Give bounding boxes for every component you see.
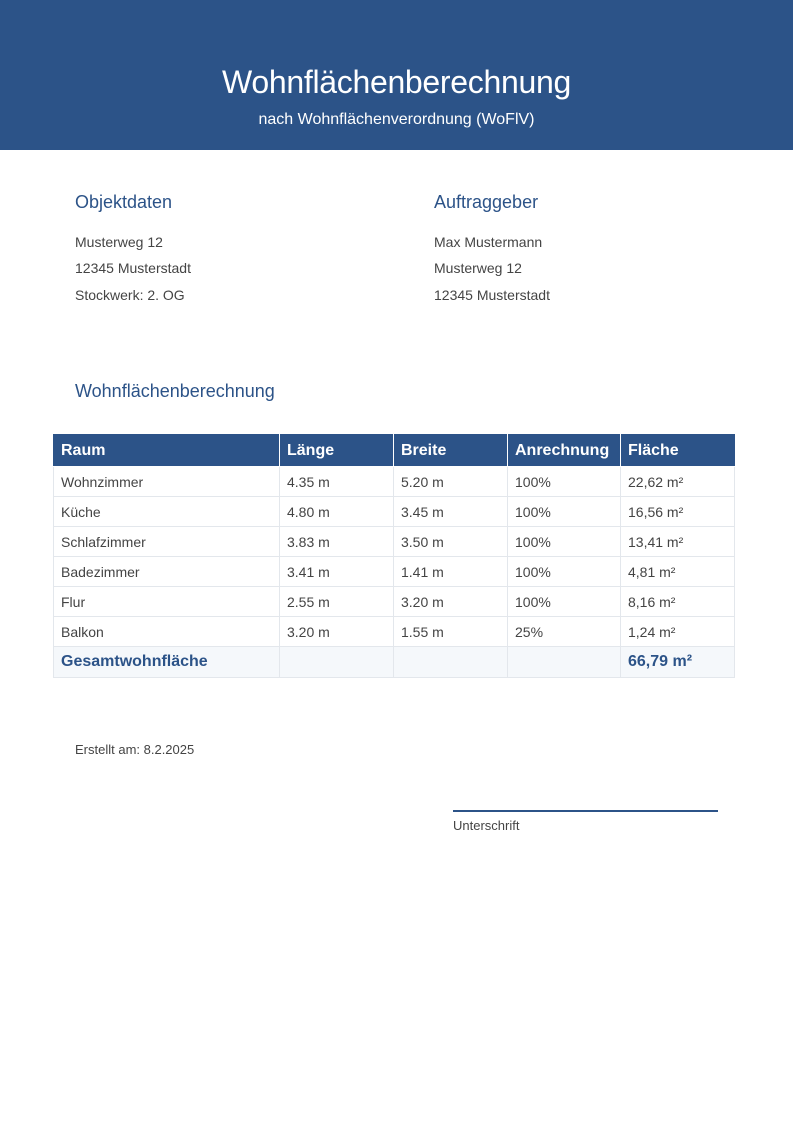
area-table xyxy=(53,434,735,678)
object-heading: Objektdaten xyxy=(75,192,173,212)
column-header-room: Raum xyxy=(54,435,280,467)
cell-room: Wohnzimmer xyxy=(54,467,280,497)
column-header-length: Länge xyxy=(280,435,394,467)
cell-credit: 100% xyxy=(508,467,621,497)
calculation-heading: Wohnflächenberechnung xyxy=(75,381,275,401)
cell-width: 1.55 m xyxy=(394,617,508,647)
table-row xyxy=(54,587,735,617)
signature-label: Unterschrift xyxy=(453,818,520,833)
cell-width: 1.41 m xyxy=(394,557,508,587)
creation-date: Erstellt am: 8.2.2025 xyxy=(75,742,195,757)
cell-credit: 100% xyxy=(508,497,621,527)
cell-room: Balkon xyxy=(54,617,280,647)
total-row xyxy=(54,647,735,678)
table-row xyxy=(54,497,735,527)
cell-length: 3.20 m xyxy=(280,617,394,647)
table-row xyxy=(54,527,735,557)
cell-area: 13,41 m² xyxy=(621,527,735,557)
document-header xyxy=(0,0,793,150)
table-row xyxy=(54,467,735,497)
column-header-area: Fläche xyxy=(621,435,735,467)
cell-credit: 25% xyxy=(508,617,621,647)
client-street: Musterweg 12 xyxy=(434,260,522,276)
cell-area: 4,81 m² xyxy=(621,557,735,587)
cell-credit: 100% xyxy=(508,557,621,587)
object-city: 12345 Musterstadt xyxy=(75,260,191,276)
document-subtitle: nach Wohnflächenverordnung (WoFlV) xyxy=(258,111,535,128)
cell-area: 8,16 m² xyxy=(621,587,735,617)
cell-length: 2.55 m xyxy=(280,587,394,617)
cell-area: 16,56 m² xyxy=(621,497,735,527)
document-title: Wohnflächenberechnung xyxy=(222,64,571,100)
client-name: Max Mustermann xyxy=(434,234,543,250)
object-street: Musterweg 12 xyxy=(75,234,163,250)
client-heading: Auftraggeber xyxy=(434,192,539,212)
total-label: Gesamtwohnfläche xyxy=(54,647,280,678)
column-header-width: Breite xyxy=(394,435,508,467)
cell-length: 3.41 m xyxy=(280,557,394,587)
column-header-credit: Anrechnung xyxy=(508,435,621,467)
cell-room: Flur xyxy=(54,587,280,617)
total-empty-cell xyxy=(280,647,394,678)
cell-width: 5.20 m xyxy=(394,467,508,497)
cell-credit: 100% xyxy=(508,527,621,557)
client-city: 12345 Musterstadt xyxy=(434,287,550,303)
table-header-row xyxy=(54,435,735,467)
table-row xyxy=(54,557,735,587)
cell-width: 3.20 m xyxy=(394,587,508,617)
cell-length: 3.83 m xyxy=(280,527,394,557)
cell-length: 4.80 m xyxy=(280,497,394,527)
cell-room: Badezimmer xyxy=(54,557,280,587)
table-row xyxy=(54,617,735,647)
cell-room: Schlafzimmer xyxy=(54,527,280,557)
total-empty-cell xyxy=(508,647,621,678)
cell-area: 1,24 m² xyxy=(621,617,735,647)
cell-credit: 100% xyxy=(508,587,621,617)
cell-width: 3.50 m xyxy=(394,527,508,557)
object-floor: Stockwerk: 2. OG xyxy=(75,287,185,303)
cell-length: 4.35 m xyxy=(280,467,394,497)
total-empty-cell xyxy=(394,647,508,678)
cell-room: Küche xyxy=(54,497,280,527)
signature-line xyxy=(453,810,718,812)
total-value: 66,79 m² xyxy=(621,647,735,678)
cell-width: 3.45 m xyxy=(394,497,508,527)
cell-area: 22,62 m² xyxy=(621,467,735,497)
